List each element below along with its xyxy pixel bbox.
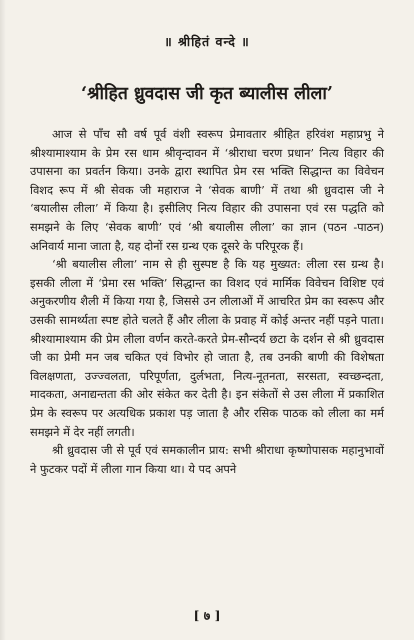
paragraph-2: ‘श्री बयालीस लीला’ नाम से ही सुस्पष्ट है कि यह मुख्यत: लीला रस ग्रन्थ है। इसकी लीला में ‘प्रेमा रस भक्ति’ सिद्धान्त का विशद एवं मार्मिक विवेचन विशिष्ट एवं अनुकरणीय शैली में किया गया है, जिससे उन लीलाओं में आचरित प्रेम का स्वरूप और उसकी सामर्थ्यता स्पष्ट होते चलते हैं और लीला के प्रवाह में कोई अन्तर नहीं पड़ने पाता। श्रीश्यामाश्याम की प्रेम लीला वर्णन करते-करते प्रेम-सौन्दर्य छटा के दर्शन से श्री ध्रुवदास जी का प्रेमी मन जब चकित एवं विभोर हो जाता है, तब उनकी बाणी की विशेषता विलक्षणता, उज्ज्वलता, परिपूर्णता, दुर्लभता, नित्य-नूतनता, सरसता, स्वच्छन्दता, मादकता, अनाद्यन्तता की ओर संकेत कर देती है। इन संकेतों से उस लीला में प्रकाशित प्रेम के स्वरूप पर अत्यधिक प्रकाश पड़ जाता है और रसिक पाठक को लीला का मर्म समझने में देर नहीं लगती। (30, 257, 384, 439)
page-gutter-shadow (0, 0, 6, 640)
paragraph-1: आज से पाँच सौ वर्ष पूर्व वंशी स्वरूप प्रेमावतार श्रीहित हरिवंश महाप्रभु ने श्रीश्यामाश्याम के प्रेम रस धाम श्रीवृन्दावन में ‘श्रीराधा चरण प्रधान’ नित्य विहार की उपासना का प्रवर्तन किया। उनके द्वारा स्थापित प्रेम रस भक्ति सिद्धान्त का विवेचन विशद रूप में श्री सेवक जी महाराज ने ‘सेवक बाणी’ में तथा श्री ध्रुवदास जी ने ‘बयालीस लीला’ में किया है। इसीलिए नित्य विहार की उपासना एवं रस पद्धति को समझने के लिए ‘सेवक बाणी’ एवं ‘श्री बयालीस लीला’ का ज्ञान (पठन -पाठन) अनिवार्य माना जाता है, यह दोनों रस ग्रन्थ एक दूसरे के परिपूरक हैं। (30, 127, 384, 253)
page-invocation-header: ॥ श्रीहितं वन्दे ॥ (164, 34, 250, 49)
paragraph-3: श्री ध्रुवदास जी से पूर्व एवं समकालीन प्राय: सभी श्रीराधा कृष्णोपासक महानुभावों ने फुटकर पदों में लीला गान किया था। ये पद अपने (30, 443, 384, 476)
page-number: [ ७ ] (193, 608, 221, 623)
chapter-title: ‘श्रीहित ध्रुवदास जी कृत ब्यालीस लीला’ (80, 84, 334, 104)
